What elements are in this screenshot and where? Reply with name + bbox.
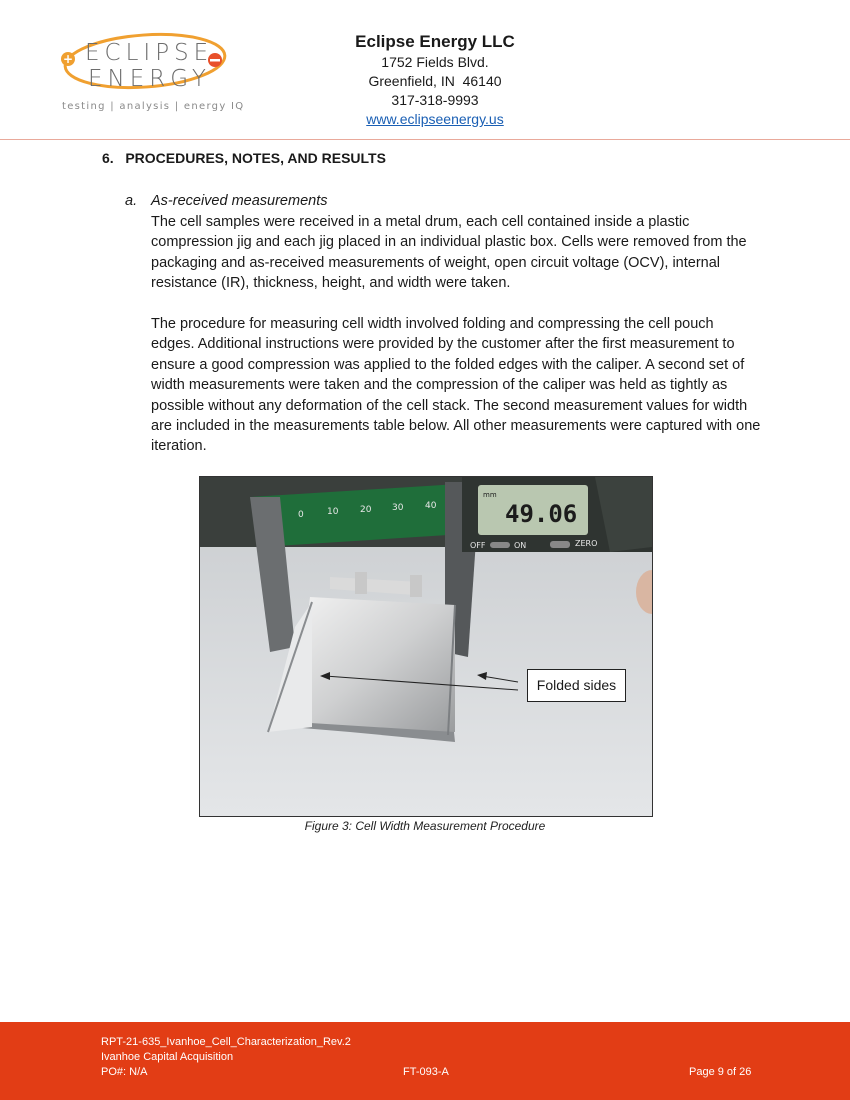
page-footer [0, 1022, 850, 1100]
footer-report-id: RPT-21-635_Ivanhoe_Cell_Characterization_Rev.2 [101, 1036, 351, 1048]
folded-sides-callout: Folded sides [527, 669, 626, 702]
cell-width-photo [199, 476, 653, 817]
section-title: 6. PROCEDURES, NOTES, AND RESULTS [102, 150, 386, 166]
scale-label-40: 40 [425, 501, 437, 511]
logo-word-eclipse: ECLIPSE [85, 40, 214, 66]
figure-caption: Figure 3: Cell Width Measurement Procedure [304, 819, 546, 833]
paragraph-width-procedure: The procedure for measuring cell width involved folding and compressing the cell pouch edges. Additional instructions were provided by the customer after the first measurement to ensure a good compression was applied to the folded edges with the caliper. A second set of width measurements were taken and the compression of the caliper was held as tightly as possible without any deformation of the cell stack. The second measurement values for width are included in the measurements table below. All other measurements were captured with one iteration. [151, 316, 761, 455]
caliper-off-label: OFF [470, 541, 486, 550]
footer-po-number: PO#: N/A [101, 1066, 148, 1078]
company-address-street: 1752 Fields Blvd. [381, 54, 489, 70]
caliper-reading: 49.06 [505, 500, 578, 528]
subsection-heading [125, 193, 328, 209]
scale-label-30: 30 [392, 503, 404, 513]
scale-label-0: 0 [298, 510, 304, 520]
svg-text:+: + [62, 52, 74, 66]
eclipse-energy-logo [55, 28, 245, 118]
company-info [305, 32, 565, 129]
logo-tagline: testing | analysis | energy IQ [62, 101, 245, 112]
caliper-on-label: ON [514, 541, 527, 550]
footer-form-id: FT-093-A [403, 1066, 449, 1078]
caliper-zero-label: ZERO [575, 539, 598, 548]
caliper-photo-illustration [200, 477, 652, 816]
company-name: Eclipse Energy LLC [355, 32, 515, 51]
logo-word-energy: ENERGY [88, 66, 211, 92]
scale-label-10: 10 [327, 507, 339, 517]
company-address-city: Greenfield, IN 46140 [368, 73, 502, 89]
subsection-letter: a. [125, 193, 138, 209]
company-website-link[interactable]: www.eclipseenergy.us [366, 111, 504, 127]
paragraph-received: The cell samples were received in a metal drum, each cell contained inside a plastic compression jig and each jig placed in an individual plastic box. Cells were removed from the packaging and as-received measurements of weight, open circuit voltage (OCV), internal resistance (IR), thickness, height, and width were taken. [151, 214, 747, 292]
caliper-unit: mm [483, 491, 497, 499]
scale-label-20: 20 [360, 505, 372, 515]
subsection-title: As-received measurements [151, 193, 328, 209]
company-phone: 317-318-9993 [391, 92, 479, 108]
footer-client: Ivanhoe Capital Acquisition [101, 1051, 234, 1063]
battery-cell [295, 597, 455, 732]
footer-page-number: Page 9 of 26 [689, 1066, 752, 1078]
header-divider [0, 139, 850, 140]
